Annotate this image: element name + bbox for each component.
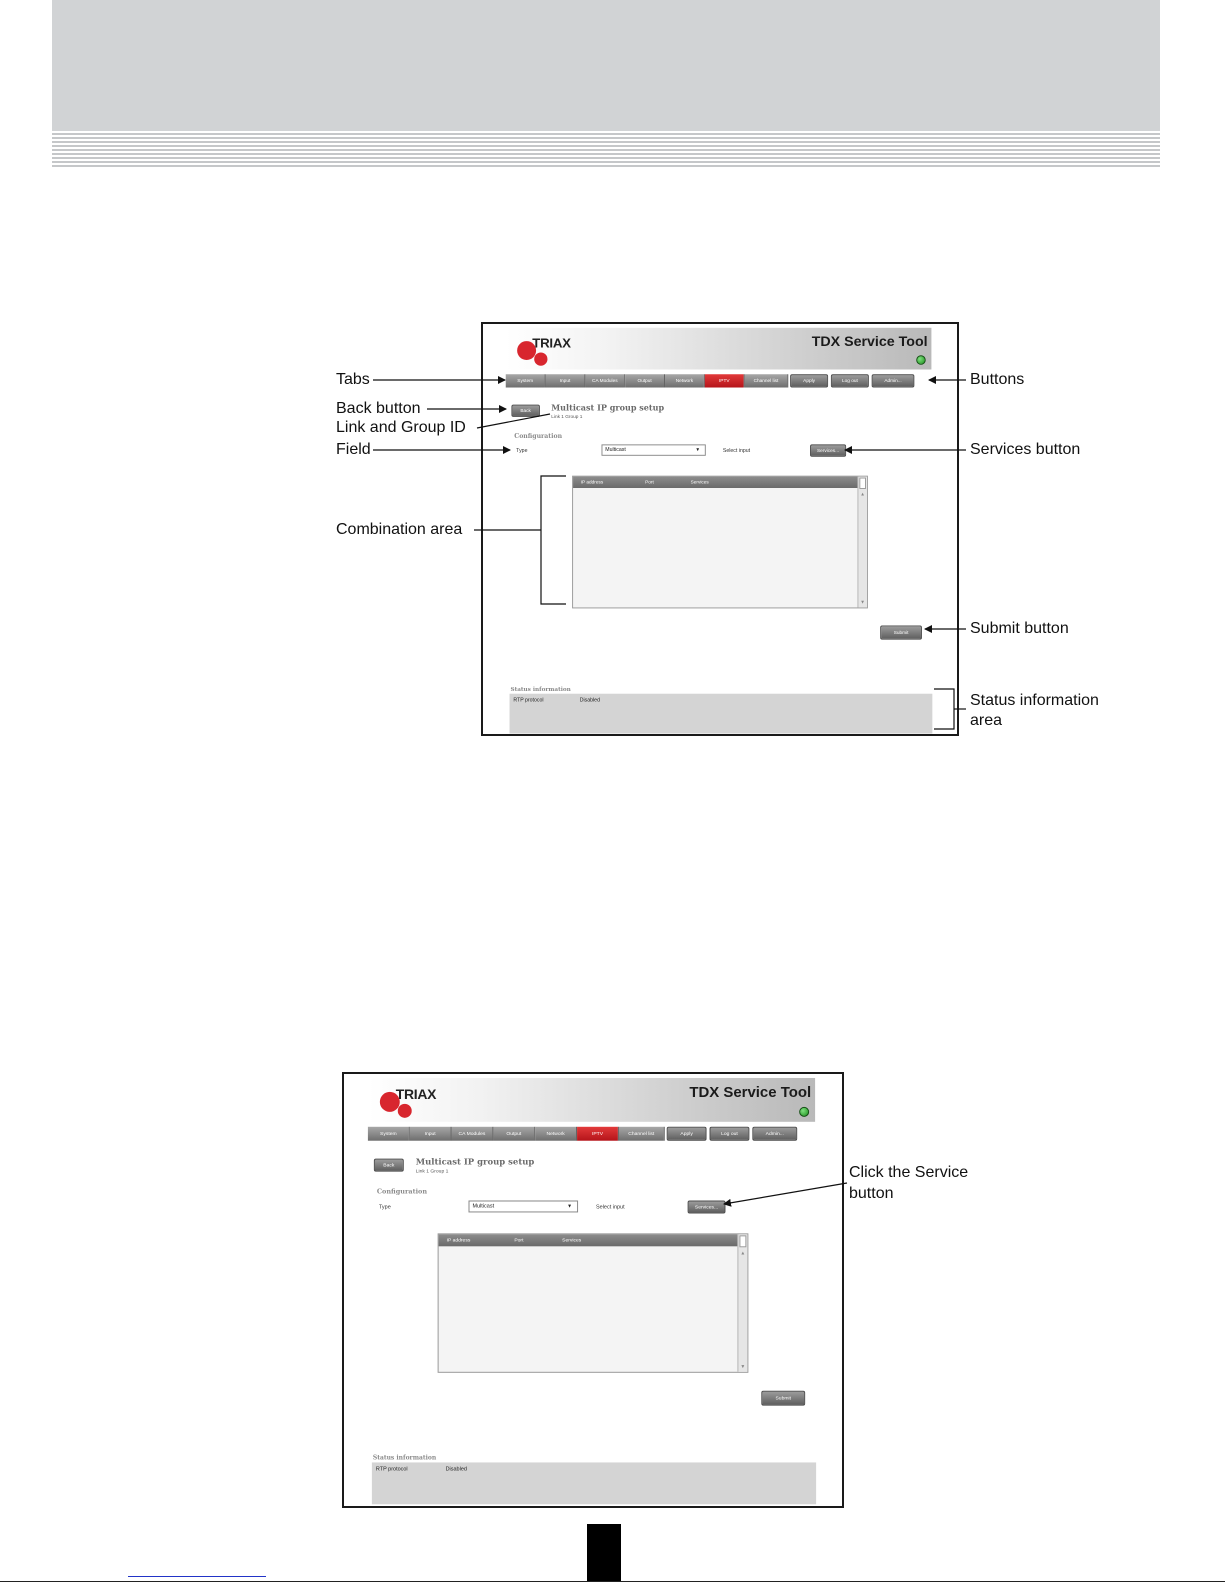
arrow-click-service xyxy=(724,1183,847,1204)
annotation-submit-button: Submit button xyxy=(970,620,1069,637)
annotation-back-button: Back button xyxy=(336,400,421,417)
status-key: RTP protocol xyxy=(375,1466,408,1473)
status-value: Disabled xyxy=(445,1466,467,1473)
column-port: Port xyxy=(514,1237,524,1244)
status-key: RTP protocol xyxy=(513,697,544,704)
logout-button[interactable]: Log out xyxy=(710,1127,750,1141)
status-value: Disabled xyxy=(579,697,600,704)
back-button[interactable]: Back xyxy=(374,1159,404,1172)
annotation-status-area-line2: area xyxy=(970,712,1003,729)
app-title: TDX Service Tool xyxy=(811,333,928,350)
tab-output[interactable]: Output xyxy=(493,1127,535,1141)
annotation-link-group-id: Link and Group ID xyxy=(336,419,466,436)
annotation-field: Field xyxy=(336,441,371,458)
tab-ca-modules[interactable]: CA Modules xyxy=(585,374,625,387)
type-label: Type xyxy=(378,1204,391,1211)
line-link-group-id xyxy=(477,414,550,428)
column-services: Services xyxy=(690,479,709,486)
submit-button[interactable]: Submit xyxy=(880,625,922,639)
tab-system[interactable]: System xyxy=(368,1127,410,1141)
select-input-label: Select input xyxy=(722,448,751,454)
type-select-value: Multicast xyxy=(472,1203,495,1210)
annotation-click-service-line1: Click the Service xyxy=(849,1164,969,1181)
tab-ca-modules[interactable]: CA Modules xyxy=(452,1127,494,1141)
annotation-buttons: Buttons xyxy=(970,371,1025,388)
admin-button[interactable]: Admin... xyxy=(872,374,915,387)
logout-button[interactable]: Log out xyxy=(831,374,869,387)
annotation-status-area-line1: Status information xyxy=(970,692,1099,709)
annotation-click-service-line2: button xyxy=(849,1185,894,1202)
page-title: Multicast IP group setup xyxy=(415,1157,535,1168)
bracket-combination-area xyxy=(541,476,566,604)
submit-button[interactable]: Submit xyxy=(761,1391,805,1406)
link-group-id: Link 1 Group 1 xyxy=(415,1168,449,1175)
logo-text: TRIAX xyxy=(395,1085,437,1102)
tab-input[interactable]: Input xyxy=(546,374,586,387)
scroll-up-icon[interactable]: ▲ xyxy=(860,491,865,498)
annotation-services-button: Services button xyxy=(970,441,1081,458)
configuration-title: Configuration xyxy=(514,432,563,440)
logo-text: TRIAX xyxy=(532,335,571,351)
admin-button[interactable]: Admin... xyxy=(752,1127,797,1141)
back-button[interactable]: Back xyxy=(511,405,539,417)
column-services: Services xyxy=(562,1237,582,1244)
tab-output[interactable]: Output xyxy=(625,374,665,387)
page-number-block xyxy=(587,1524,621,1582)
tab-network[interactable]: Network xyxy=(535,1127,577,1141)
apply-button[interactable]: Apply xyxy=(667,1127,707,1141)
tab-input[interactable]: Input xyxy=(410,1127,452,1141)
footer-link-underline[interactable] xyxy=(128,1576,266,1577)
tab-iptv[interactable]: IPTV xyxy=(577,1127,619,1141)
services-button[interactable]: Services... xyxy=(810,444,846,456)
scroll-down-icon[interactable]: ▼ xyxy=(860,599,865,606)
tab-channel-list[interactable]: Channel list xyxy=(619,1127,665,1141)
annotation-tabs: Tabs xyxy=(336,371,370,388)
services-button[interactable]: Services... xyxy=(688,1200,726,1213)
chevron-down-icon: ▼ xyxy=(567,1203,573,1210)
chevron-down-icon: ▼ xyxy=(695,447,701,453)
type-select-value: Multicast xyxy=(605,447,626,453)
tab-iptv[interactable]: IPTV xyxy=(705,374,745,387)
column-ip-address: IP address xyxy=(580,479,604,486)
select-input-label: Select input xyxy=(595,1204,625,1211)
tab-network[interactable]: Network xyxy=(665,374,705,387)
annotation-combination-area: Combination area xyxy=(336,521,463,538)
apply-button[interactable]: Apply xyxy=(790,374,828,387)
app-title: TDX Service Tool xyxy=(689,1083,812,1101)
configuration-title: Configuration xyxy=(376,1187,428,1196)
bracket-status-area xyxy=(934,689,954,729)
status-title: Status information xyxy=(372,1454,437,1462)
tab-system[interactable]: System xyxy=(506,374,546,387)
status-title: Status information xyxy=(510,686,571,693)
footer-rule xyxy=(0,1581,1225,1582)
column-ip-address: IP address xyxy=(446,1237,471,1244)
type-label: Type xyxy=(516,448,528,454)
scroll-down-icon[interactable]: ▼ xyxy=(740,1363,746,1370)
page-title: Multicast IP group setup xyxy=(551,403,665,414)
link-group-id: Link 1 Group 1 xyxy=(551,414,583,420)
column-port: Port xyxy=(645,479,654,486)
tab-channel-list[interactable]: Channel list xyxy=(745,374,789,387)
scroll-up-icon[interactable]: ▲ xyxy=(740,1250,746,1257)
